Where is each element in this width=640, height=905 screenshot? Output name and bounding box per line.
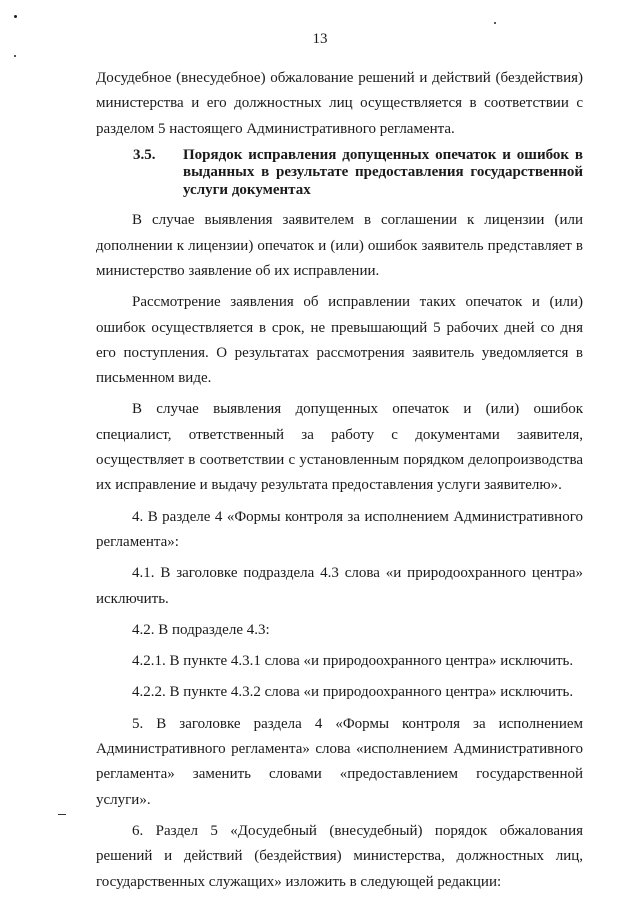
paragraph: 5. В заголовке раздела 4 «Формы контроля за исполнением Административного регламента» слова «исполнением Административного регламента» заменить словами «предоставлением государственной услуги». [96, 715, 583, 808]
paragraph: В случае выявления заявителем в соглашении к лицензии (или дополнении к лицензии) опечаток и (или) ошибок заявитель представляет в министерство заявление об их исправлении. [96, 212, 583, 279]
paragraph: 4.2.1. В пункте 4.3.1 слова «и природоохранного центра» исключить. [132, 653, 574, 670]
paragraph: 4.1. В заголовке подраздела 4.3 слова «и природоохранного центра» исключить. [96, 565, 583, 607]
paragraph: 4.2.2. В пункте 4.3.2 слова «и природоохранного центра» исключить. [132, 684, 574, 701]
scan-speck [494, 22, 496, 24]
scan-speck [14, 55, 16, 57]
paragraph: Рассмотрение заявления об исправлении таких опечаток и (или) ошибок осуществляется в срок, не превышающий 5 рабочих дней со дня его поступления. О результатах рассмотрения заявитель уведомляется в письменном виде. [96, 294, 583, 387]
paragraph: 6. Раздел 5 «Досудебный (внесудебный) порядок обжалования решений и действий (бездействия) министерства, должностных лиц, государственных служащих» изложить в следующей редакции: [96, 822, 583, 890]
section-heading [96, 147, 583, 200]
document-body [96, 66, 583, 895]
scan-dash [58, 814, 66, 815]
scan-speck [14, 15, 17, 18]
section-title: Порядок исправления допущенных опечаток и ошибок в выданных в результате предоставления государственной услуги документах [183, 146, 583, 198]
section-number: 3.5. [133, 146, 156, 163]
paragraph: В случае выявления допущенных опечаток и (или) ошибок специалист, ответственный за работу с документами заявителя, осуществляет в соответствии с установленным порядком делопроизводства их исправление и выдачу результата предоставления услуги заявителю». [96, 401, 583, 494]
paragraph: 4. В разделе 4 «Формы контроля за исполнением Административного регламента»: [96, 508, 583, 550]
paragraph: 4.2. В подразделе 4.3: [132, 621, 270, 638]
paragraph: Досудебное (внесудебное) обжалование решений и действий (бездействия) министерства и его должностных лиц осуществляется в соответствии с разделом 5 настоящего Административного регламента. [96, 70, 583, 137]
page-number: 13 [312, 31, 328, 47]
